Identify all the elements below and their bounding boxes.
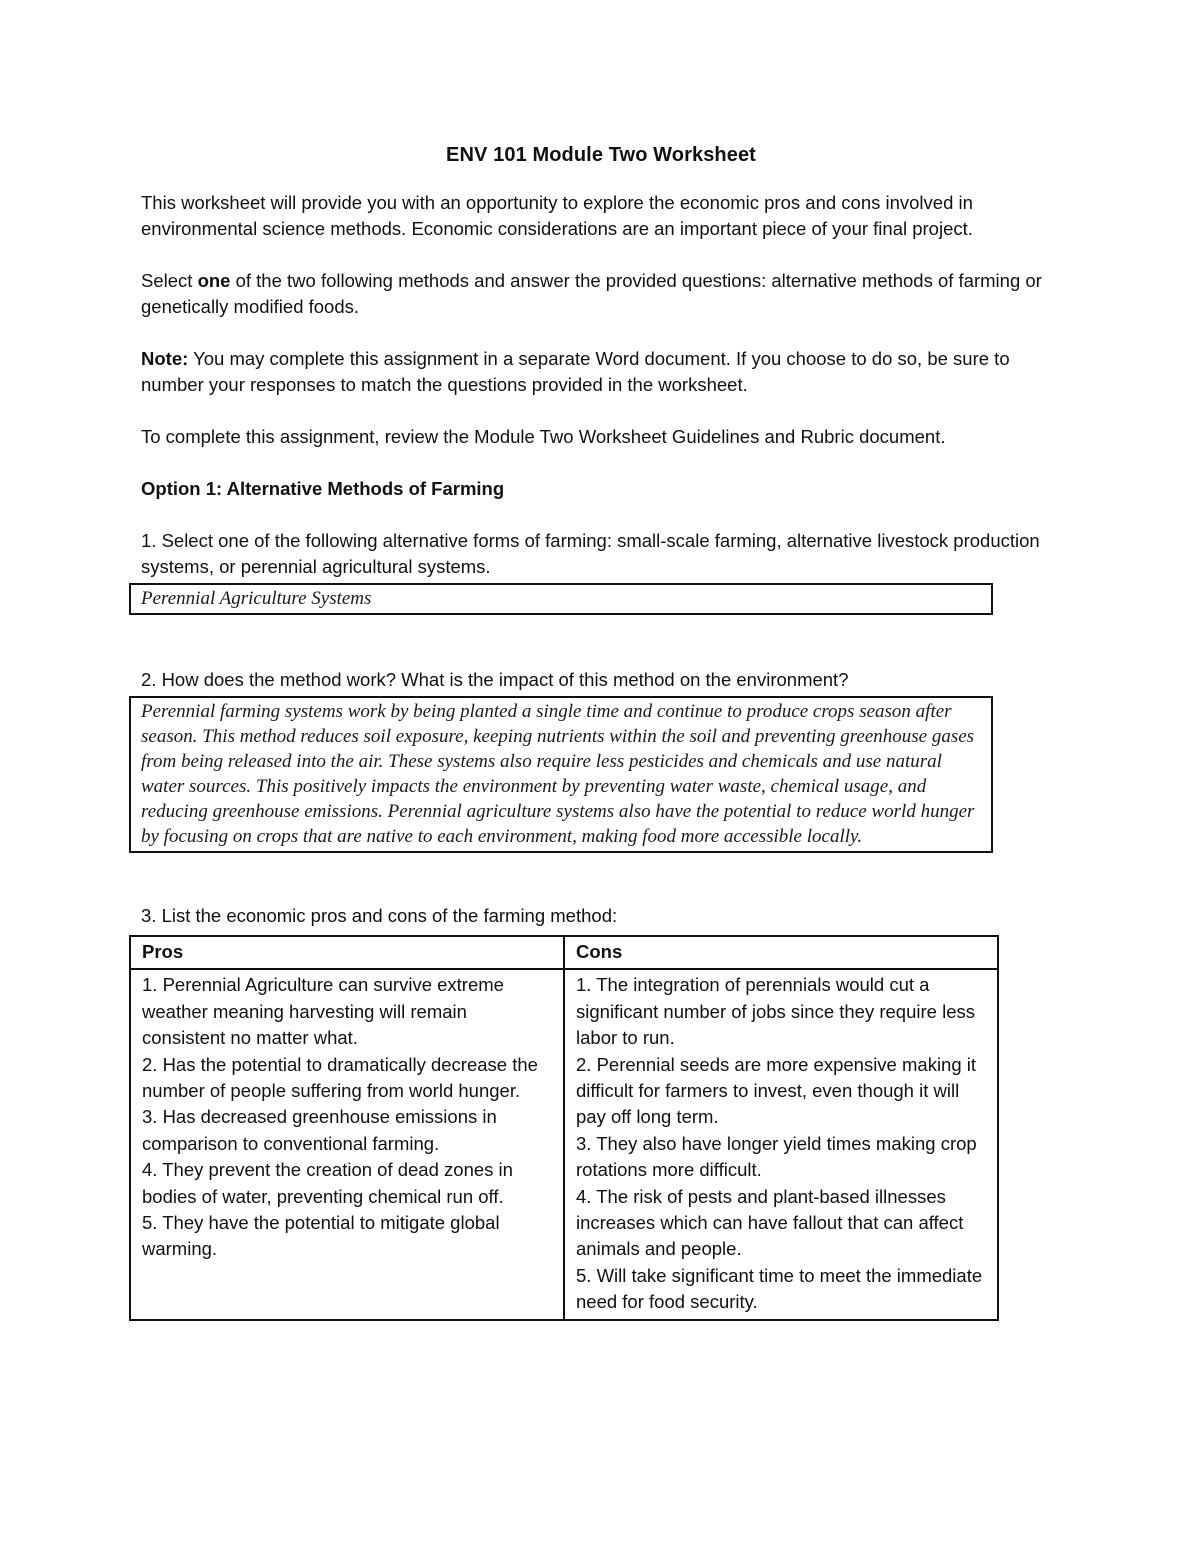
pros-cell[interactable] bbox=[130, 969, 564, 1319]
pros-item: 3. Has decreased greenhouse emissions in comparison to conventional farming. bbox=[142, 1106, 497, 1154]
table-row bbox=[130, 969, 998, 1319]
note-label: Note: bbox=[141, 348, 189, 369]
pros-item: 1. Perennial Agriculture can survive extreme weather meaning harvesting will remain consistent no matter what. bbox=[142, 974, 504, 1049]
question-1: 1. Select one of the following alternative forms of farming: small-scale farming, alternative livestock production systems, or perennial agricultural systems. bbox=[141, 530, 1040, 577]
select-text-bold: one bbox=[197, 270, 231, 291]
cons-item: 4. The risk of pests and plant-based illnesses increases which can have fallout that can affect animals and people. bbox=[576, 1185, 964, 1260]
review-paragraph: To complete this assignment, review the Module Two Worksheet Guidelines and Rubric document. bbox=[141, 426, 946, 447]
select-text-after: of the two following methods and answer the provided questions: alternative methods of farming or genetically modified foods. bbox=[141, 270, 1042, 317]
cons-item: 2. Perennial seeds are more expensive making it difficult for farmers to invest, even though it will pay off long term. bbox=[576, 1053, 977, 1128]
intro-paragraph: This worksheet will provide you with an opportunity to explore the economic pros and cons involved in environmental science methods. Economic considerations are an important piece of your final project. bbox=[141, 192, 973, 239]
pros-header: Pros bbox=[130, 936, 564, 969]
question-2: 2. How does the method work? What is the impact of this method on the environment? bbox=[141, 669, 849, 690]
cons-item: 3. They also have longer yield times making crop rotations more difficult. bbox=[576, 1132, 977, 1181]
note-paragraph bbox=[141, 346, 1061, 398]
cons-item: 5. Will take significant time to meet the immediate need for food security. bbox=[576, 1264, 983, 1313]
question-3: 3. List the economic pros and cons of the farming method: bbox=[141, 905, 618, 926]
document-title: ENV 101 Module Two Worksheet bbox=[446, 144, 756, 166]
note-text: You may complete this assignment in a separate Word document. If you choose to do so, be sure to number your responses to match the questions provided in the worksheet. bbox=[141, 348, 1010, 395]
select-paragraph bbox=[141, 268, 1061, 320]
worksheet-page bbox=[141, 140, 1061, 1321]
cons-item: 1. The integration of perennials would cut a significant number of jobs since they require less labor to run. bbox=[576, 974, 975, 1049]
answer-box-1[interactable]: Perennial Agriculture Systems bbox=[129, 583, 993, 615]
cons-header: Cons bbox=[564, 936, 998, 969]
answer-box-2[interactable]: Perennial farming systems work by being planted a single time and continue to produce crops season after season. This method reduces soil exposure, keeping nutrients within the soil and preventing greenhouse gases from being released into the air. These systems also require less pesticides and chemicals and use natural water sources. This positively impacts the environment by preventing water waste, chemical usage, and reducing greenhouse emissions. Perennial agriculture systems also have the potential to reduce world hunger by focusing on crops that are native to each environment, making food more accessible locally. bbox=[129, 696, 993, 853]
cons-cell[interactable] bbox=[564, 969, 998, 1319]
table-header-row bbox=[130, 936, 998, 969]
pros-cons-table bbox=[129, 935, 999, 1321]
select-text-before: Select bbox=[141, 270, 198, 291]
pros-item: 4. They prevent the creation of dead zones in bodies of water, preventing chemical run off. bbox=[142, 1159, 513, 1207]
pros-item: 5. They have the potential to mitigate global warming. bbox=[142, 1212, 500, 1260]
option-heading: Option 1: Alternative Methods of Farming bbox=[141, 478, 505, 499]
pros-item: 2. Has the potential to dramatically decrease the number of people suffering from world hunger. bbox=[142, 1053, 538, 1102]
